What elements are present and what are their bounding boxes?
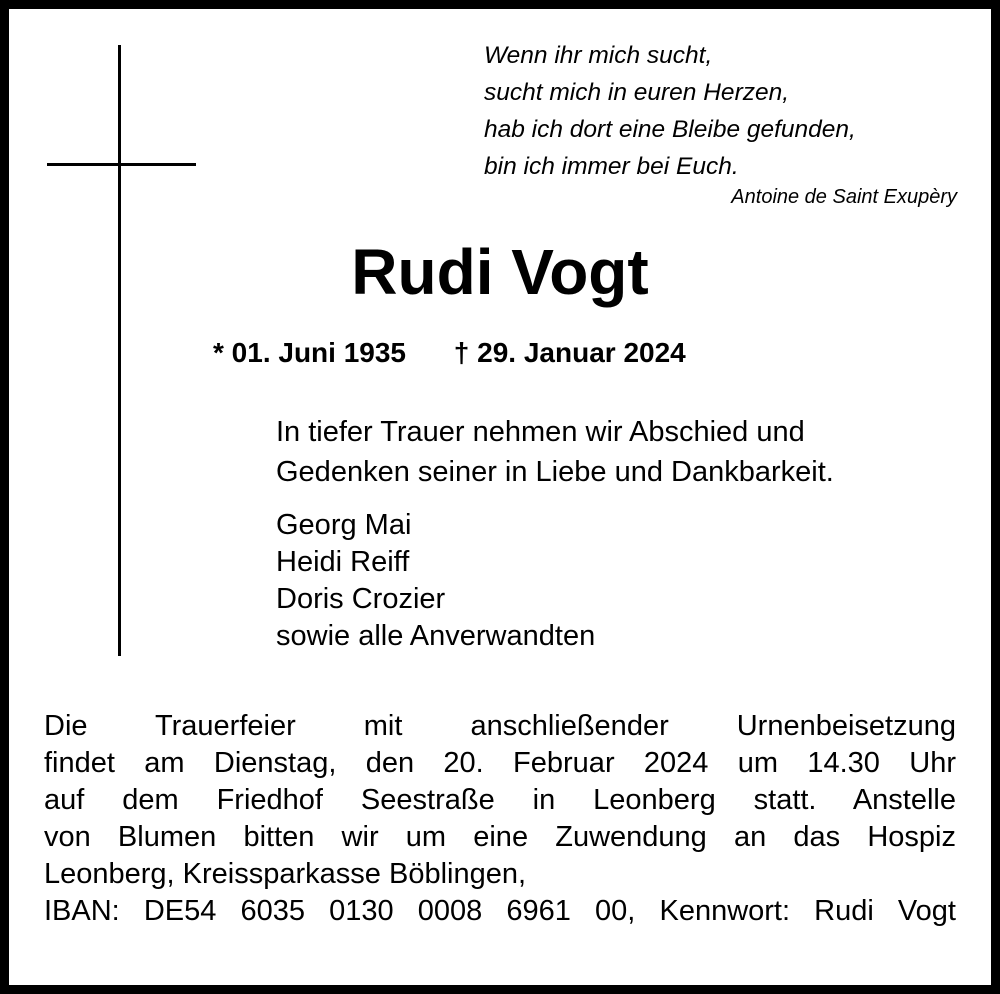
death-date: † 29. Januar 2024 xyxy=(453,337,686,368)
poem-line: Wenn ihr mich sucht, xyxy=(484,42,713,69)
poem-line: bin ich immer bei Euch. xyxy=(484,153,739,180)
mourning-text xyxy=(276,412,976,492)
signer-name: Doris Crozier xyxy=(276,583,446,615)
notice-line: von Blumen bitten wir um eine Zuwendung an das Hospiz xyxy=(44,821,956,853)
poem-line: hab ich dort eine Bleibe gefunden, xyxy=(484,116,856,143)
notice-line: auf dem Friedhof Seestraße in Leonberg statt. Anstelle xyxy=(44,784,956,816)
deceased-name: Rudi Vogt xyxy=(351,236,649,308)
life-dates xyxy=(213,337,686,369)
notice-line: Leonberg, Kreissparkasse Böblingen, xyxy=(44,858,527,890)
mourning-line: Gedenken seiner in Liebe und Dankbarkeit. xyxy=(276,456,834,488)
notice-line: Die Trauerfeier mit anschließender Urnenbeisetzung xyxy=(44,710,956,742)
mourning-line: In tiefer Trauer nehmen wir Abschied und xyxy=(276,416,805,448)
signer-name: Heidi Reiff xyxy=(276,546,410,578)
signers-list xyxy=(276,507,776,655)
poem-author: Antoine de Saint Exupèry xyxy=(731,186,957,208)
notice-line: findet am Dienstag, den 20. Februar 2024 um 14.30 Uhr xyxy=(44,747,956,779)
funeral-notice xyxy=(44,708,956,930)
poem-line: sucht mich in euren Herzen, xyxy=(484,79,790,106)
notice-line: IBAN: DE54 6035 0130 0008 6961 00, Kennwort: Rudi Vogt xyxy=(44,895,956,927)
signer-name: sowie alle Anverwandten xyxy=(276,620,596,652)
poem-quote xyxy=(484,37,964,185)
signer-name: Georg Mai xyxy=(276,509,412,541)
birth-date: * 01. Juni 1935 xyxy=(213,337,407,368)
cross-vertical-bar xyxy=(118,45,121,656)
cross-horizontal-bar xyxy=(47,163,196,166)
